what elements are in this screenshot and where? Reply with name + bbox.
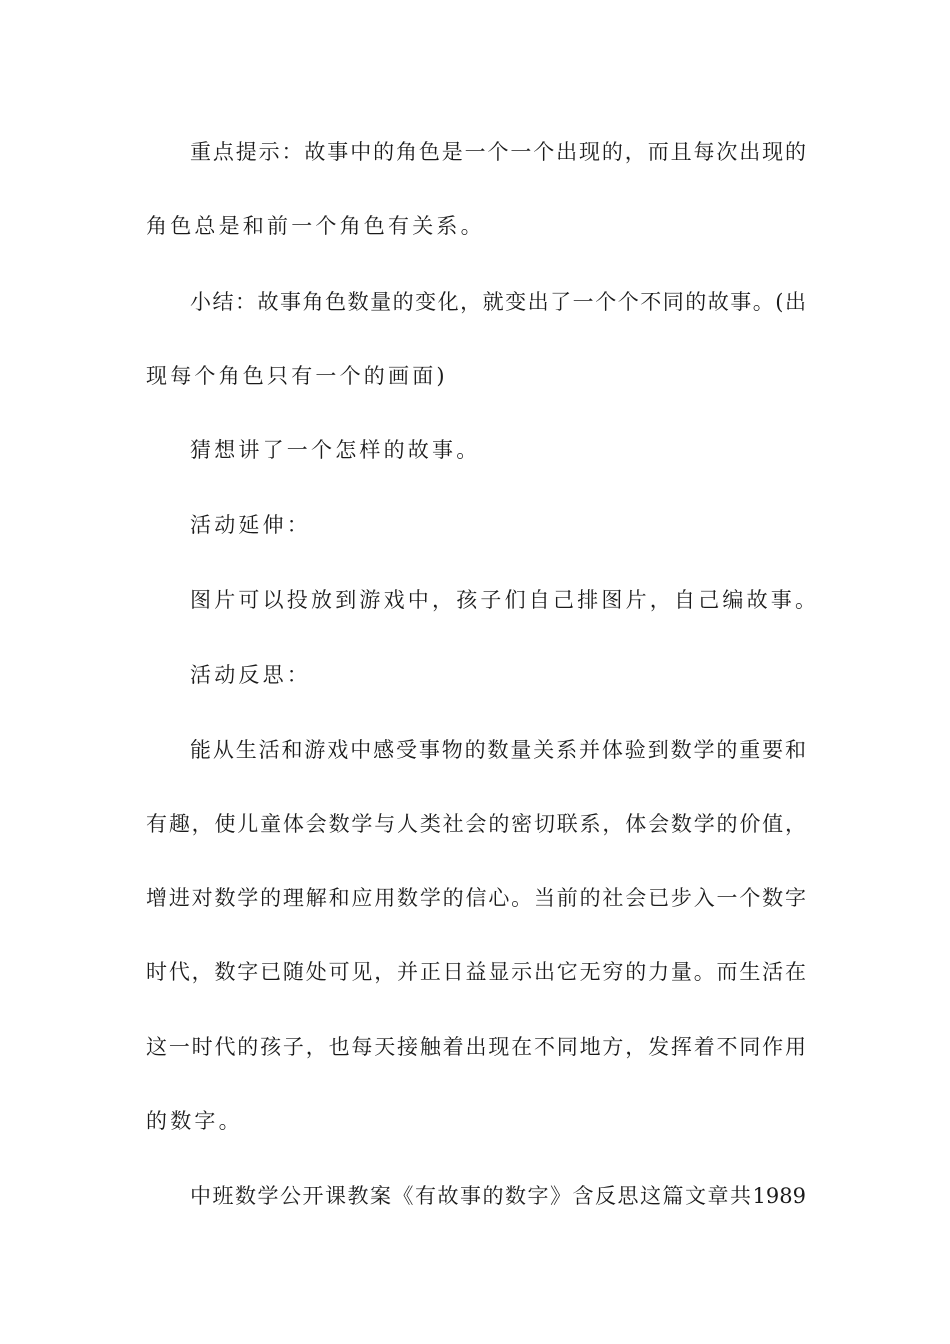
paragraph-article-info: 中班数学公开课教案《有故事的数字》含反思这篇文章共1989 — [190, 1184, 806, 1208]
paragraph-guess: 猜想讲了一个怎样的故事。 — [190, 438, 481, 462]
paragraph-key-point-line-1: 重点提示：故事中的角色是一个一个出现的，而且每次出现的 — [190, 140, 806, 164]
paragraph-reflection-line-2: 有趣，使儿童体会数学与人类社会的密切联系，体会数学的价值， — [146, 812, 806, 836]
paragraph-summary-line-1: 小结：故事角色数量的变化，就变出了一个个不同的故事。(出 — [190, 290, 806, 314]
paragraph-reflection-line-1: 能从生活和游戏中感受事物的数量关系并体验到数学的重要和 — [190, 738, 806, 762]
heading-activity-reflection: 活动反思： — [190, 663, 311, 687]
paragraph-extension: 图片可以投放到游戏中，孩子们自己排图片，自己编故事。 — [190, 588, 820, 612]
paragraph-reflection-line-6: 的数字。 — [146, 1109, 243, 1133]
paragraph-reflection-line-3: 增进对数学的理解和应用数学的信心。当前的社会已步入一个数字 — [146, 886, 806, 910]
paragraph-summary-line-2: 现每个角色只有一个的画面) — [146, 364, 448, 388]
paragraph-reflection-line-5: 这一时代的孩子，也每天接触着出现在不同地方，发挥着不同作用 — [146, 1035, 806, 1059]
heading-activity-extension: 活动延伸： — [190, 513, 311, 537]
paragraph-key-point-line-2: 角色总是和前一个角色有关系。 — [146, 214, 485, 238]
paragraph-reflection-line-4: 时代，数字已随处可见，并正日益显示出它无穷的力量。而生活在 — [146, 960, 806, 984]
